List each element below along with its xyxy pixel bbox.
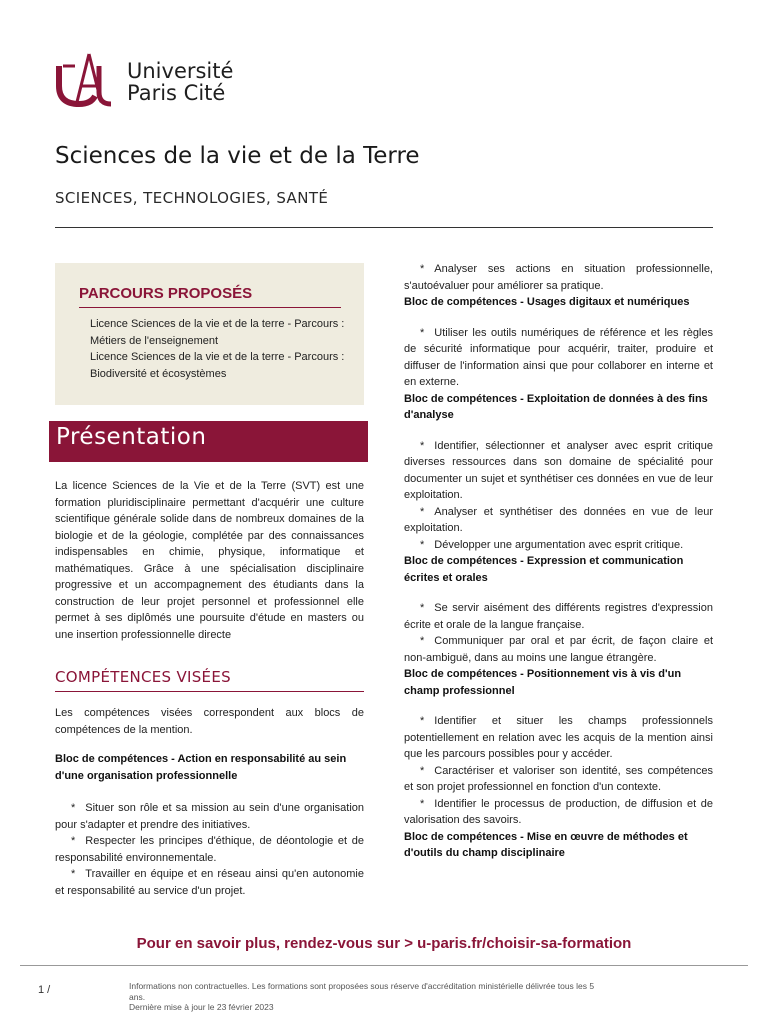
header-divider	[55, 227, 713, 228]
bloc-item: * Caractériser et valoriser son identité, ses compétences et son projet professionnel en fonction d'un contexte.	[404, 763, 713, 796]
logo-line-2: Paris Cité	[127, 81, 226, 105]
bloc-item: * Travailler en équipe et en réseau ainsi qu'en autonomie et responsabilité au service d'un projet.	[55, 866, 364, 899]
presentation-heading: Présentation	[56, 424, 207, 450]
bloc-item: * Se servir aisément des différents registres d'expression écrite et orale de la langue française.	[404, 600, 713, 633]
bloc-item: * Communiquer par oral et par écrit, de façon claire et non-ambiguë, dans au moins une langue étrangère.	[404, 633, 713, 666]
presentation-text: La licence Sciences de la Vie et de la Terre (SVT) est une formation pluridisciplinaire permettant d'acquérir une culture scientifique générale solide dans de nombreux domaines de la biologie et de la géologie, complétée par des connaissances indispensables en chimie, physique, informatique et mathématiques. Grâce à une spécialisation disciplinaire progressive et un accompagnement des étudiants dans la construction de leur projet personnel et professionnel elle permet à ses diplômés une poursuite d'étude en masters ou une insertion professionnelle directe	[55, 480, 364, 641]
bloc-title: Bloc de compétences - Exploitation de données à des fins d'analyse	[404, 392, 708, 421]
bloc-item: * Situer son rôle et sa mission au sein d'une organisation pour s'adapter et prendre des initiatives.	[55, 800, 364, 833]
disclaimer	[129, 981, 599, 1013]
parcours-item: Licence Sciences de la vie et de la terre - Parcours : Biodiversité et écosystèmes	[90, 351, 345, 380]
bloc-item: * Développer une argumentation avec esprit critique.	[404, 537, 713, 554]
competences-heading: COMPÉTENCES VISÉES	[55, 668, 231, 686]
last-updated: Dernière mise à jour le 23 février 2023	[129, 1002, 274, 1012]
competences-intro: Les compétences visées correspondent aux blocs de compétences de la mention.	[55, 707, 364, 736]
bloc-title: Bloc de compétences - Action en responsabilité au sein d'une organisation professionnelle	[55, 753, 347, 782]
university-logo-icon	[55, 52, 121, 108]
page-subtitle: SCIENCES, TECHNOLOGIES, SANTÉ	[55, 189, 329, 207]
parcours-divider	[79, 307, 341, 308]
right-column	[404, 261, 713, 862]
bloc-title: Bloc de compétences - Positionnement vis à vis d'un champ professionnel	[404, 668, 682, 697]
bloc-item: * Identifier, sélectionner et analyser avec esprit critique diverses ressources dans son domaine de spécialité pour documenter un sujet et synthétiser ces données en vue de leur exploitation.	[404, 438, 713, 504]
competences-divider	[55, 691, 364, 692]
bloc-item: * Identifier le processus de production, de diffusion et de valorisation des savoirs.	[404, 796, 713, 829]
bloc-title: Bloc de compétences - Expression et communication écrites et orales	[404, 555, 684, 584]
disclaimer-line: Informations non contractuelles. Les formations sont proposées sous réserve d'accréditation ministérielle délivrée tous les 5 ans.	[129, 981, 595, 1002]
bloc-item: * Respecter les principes d'éthique, de déontologie et de responsabilité environnementale.	[55, 833, 364, 866]
footer-divider	[20, 965, 748, 966]
logo-wordmark	[127, 60, 233, 104]
page-title: Sciences de la vie et de la Terre	[55, 143, 420, 169]
bloc-title: Bloc de compétences - Usages digitaux et numériques	[404, 296, 690, 308]
parcours-heading: PARCOURS PROPOSÉS	[79, 285, 253, 302]
bloc-item: * Analyser ses actions en situation professionnelle, s'autoévaluer pour améliorer sa pratique.	[404, 261, 713, 294]
bloc-item: * Utiliser les outils numériques de référence et les règles de sécurité informatique pour acquérir, traiter, produire et diffuser de l'information ainsi que pour collaborer en interne et en externe.	[404, 325, 713, 391]
bloc-item: * Identifier et situer les champs professionnels potentiellement en relation avec les acquis de la mention ainsi que les parcours possibles pour y accéder.	[404, 713, 713, 763]
bloc-action	[55, 751, 364, 899]
more-info-link[interactable]: Pour en savoir plus, rendez-vous sur > u-paris.fr/choisir-sa-formation	[136, 935, 632, 952]
parcours-item: Licence Sciences de la vie et de la terre - Parcours : Métiers de l'enseignement	[90, 318, 345, 347]
logo-line-1: Université	[127, 59, 234, 83]
parcours-list	[90, 316, 350, 382]
bloc-title: Bloc de compétences - Mise en œuvre de méthodes et d'outils du champ disciplinaire	[404, 830, 688, 859]
bloc-item: * Analyser et synthétiser des données en vue de leur exploitation.	[404, 504, 713, 537]
page-number: 1 /	[38, 984, 51, 996]
